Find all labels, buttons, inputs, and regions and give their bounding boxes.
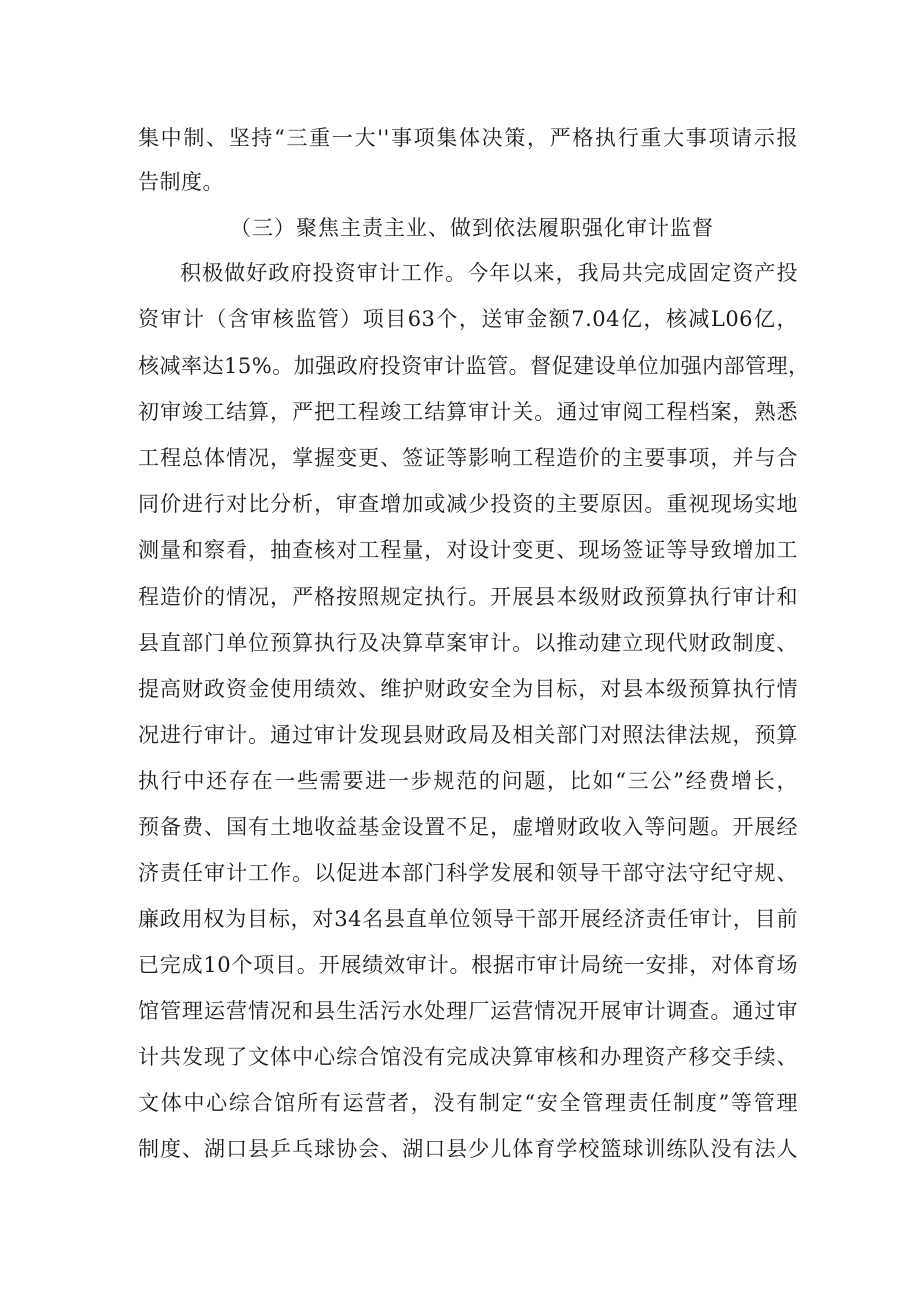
- paragraph-line: 积极做好政府投资审计工作。今年以来，我局共完成固定资产投: [180, 261, 798, 285]
- paragraph-line: 况进行审计。通过审计发现县财政局及相关部门对照法律法规，预算: [138, 723, 798, 747]
- paragraph-line: 执行中还存在一些需要进一步规范的问题，比如“三公”经费增长，: [138, 769, 798, 793]
- paragraph-line: 馆管理运营情况和县生活污水处理厂运营情况开展审计调查。通过审: [138, 999, 798, 1023]
- paragraph-line: 告制度。: [138, 170, 224, 194]
- paragraph-line: 集中制、坚持“三重一大''事项集体决策，严格执行重大事项请示报: [138, 126, 798, 150]
- paragraph-line: 工程总体情况，掌握变更、签证等影响工程造价的主要事项，并与合: [138, 446, 798, 470]
- section-heading: （三）聚焦主责主业、做到依法履职强化审计监督: [230, 216, 714, 240]
- paragraph-line: 测量和察看，抽查核对工程量，对设计变更、现场签证等导致增加工: [138, 538, 798, 562]
- paragraph-line: 提高财政资金使用绩效、维护财政安全为目标，对县本级预算执行情: [138, 677, 798, 701]
- paragraph-line: 程造价的情况，严格按照规定执行。开展县本级财政预算执行审计和: [138, 585, 798, 609]
- paragraph-line: 济责任审计工作。以促进本部门科学发展和领导干部守法守纪守规、: [138, 861, 798, 885]
- paragraph-line: 制度、湖口县乒乓球协会、湖口县少儿体育学校篮球训练队没有法人: [138, 1137, 798, 1161]
- paragraph-line: 核减率达15%。加强政府投资审计监管。督促建设单位加强内部管理，: [138, 354, 810, 378]
- paragraph-line: 同价进行对比分析，审查增加或减少投资的主要原因。重视现场实地: [138, 492, 798, 516]
- paragraph-line: 廉政用权为目标，对34名县直单位领导干部开展经济责任审计，目前: [138, 907, 798, 931]
- paragraph-line: 资审计（含审核监管）项目63个，送审金额7.04亿，核减L06亿，: [138, 307, 798, 331]
- paragraph-line: 计共发现了文体中心综合馆没有完成决算审核和办理资产移交手续、: [138, 1045, 798, 1069]
- paragraph-line: 预备费、国有土地收益基金设置不足，虚增财政收入等问题。开展经: [138, 815, 798, 839]
- paragraph-line: 县直部门单位预算执行及决算草案审计。以推动建立现代财政制度、: [138, 631, 798, 655]
- paragraph-line: 已完成10个项目。开展绩效审计。根据市审计局统一安排，对体育场: [138, 953, 798, 977]
- paragraph-line: 初审竣工结算，严把工程竣工结算审计关。通过审阅工程档案，熟悉: [138, 400, 798, 424]
- paragraph-line: 文体中心综合馆所有运营者，没有制定“安全管理责任制度”等管理: [138, 1091, 798, 1115]
